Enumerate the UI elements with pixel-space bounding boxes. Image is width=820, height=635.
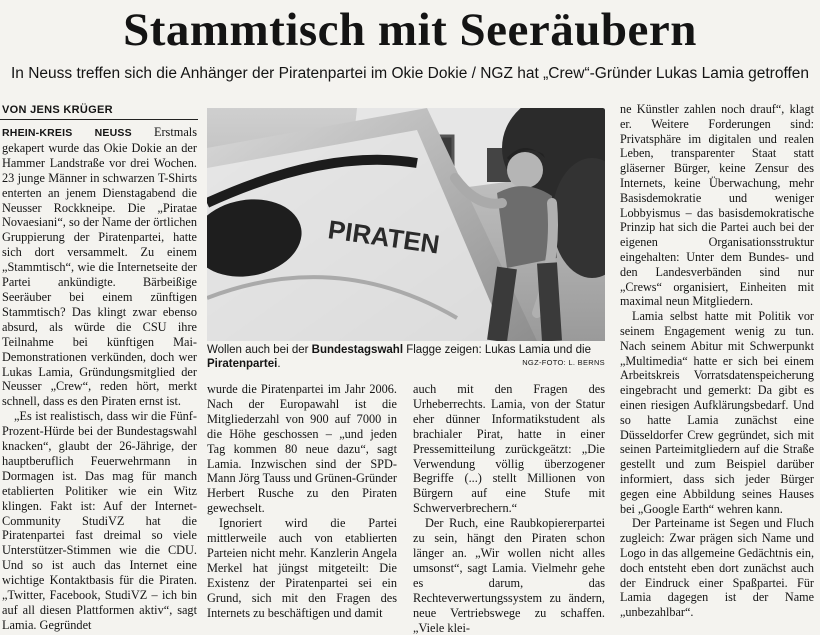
paragraph: wurde die Piratenpartei im Jahr 2006. Nach der Europawahl ist die Mitgliederzahl von 900 auf 7000 in die Höhe geschossen – „und jeden Tag kommen 80 neue dazu“, sagt Lamia. Inzwischen sind der SPD-Mann Jörg Tauss und Grünen-Gründer Herbert Rusche zu den Piraten gewechselt.	[207, 382, 397, 516]
paragraph: auch mit den Fragen des Urheberrechts. Lamia, von der Statur eher dünner Informatikstudent als brachialer Pirat, hatte in einer Pressemitteilung zurückgeätzt: „Die Verwendung völlig überzogener Begriffe (...) stellt Millionen von Bürgern auf eine Stufe mit Schwerverbrechern.“	[413, 382, 605, 516]
article-column-4	[620, 102, 814, 620]
paragraph-text: Erstmals gekapert wurde das Okie Dokie an der Hammer Landstraße vor drei Wochen. 23 junge Männer in schwarzen T-Shirts enterten an jenem Dienstagabend die Neusser Rockkneipe. Die „Piratae Novaesiani“, so der Name der örtlichen Gruppierung der Piratenpartei, hatte sich dort versammelt. Zu einem „Stammtisch“, wie die Internetseite der Partei ankündigte. Bärbeißige Seeräuber bei einem zünftigen Stammtisch? Das klingt zwar ebenso absurd, als würde die CSU ihre Teilnahme bei künftigen Mai-Demonstrationen verkünden, doch wer Lukas Lamia, Gründungsmitglied der Neusser „Crew“, reden hört, merkt schnell, dass es den Piraten ernst ist.	[2, 125, 197, 409]
paragraph: Lamia selbst hatte mit Politik vor seinem Engagement wenig zu tun. Nach seinem Abitur mit Schwerpunkt „Multimedia“ hatte er sich bei einem Arbeitskreis Vorratsdatenspeicherung eingebracht und gemerkt: Da gibt es einen riesigen Aufklärungsbedarf. Und so hatte Lamia zunächst eine Düsseldorfer Crew gegründet, sich mit seinen Parteimitgliedern auf die Straße gestellt und zum Beispiel darüber informiert, dass sich jeder Bürger gegen eine Abbildung seines Hauses bei „Google Earth“ wehren kann.	[620, 309, 814, 516]
paragraph: Der Ruch, eine Raubkopiererpartei zu sein, hängt den Piraten schon länger an. „Wir wollen nicht alles umsonst“, sagt Lamia. Vielmehr gehe es darum, das Rechteverwertungssystem zu ändern, neue Vertriebswege zu schaffen. „Viele klei-	[413, 516, 605, 635]
dateline: RHEIN-KREIS NEUSS	[2, 127, 132, 139]
photo-sign-text: PIRATEN	[326, 214, 442, 260]
caption-bold: Bundestagswahl	[311, 344, 404, 356]
caption-bold: Piratenpartei	[207, 357, 278, 370]
photo-image	[207, 108, 605, 341]
article-column-1	[2, 125, 197, 633]
paragraph: „Es ist realistisch, dass wir die Fünf-Prozent-Hürde bei der Bundestagswahl knacken“, glaubt der 26-Jährige, der hauptberuflich Feuerwehrmann in Dormagen ist. Das mag für manch etablierten Politiker wie ein Witz klingen. Fakt ist: Auf der Internet-Community StudiVZ hat die Piratenpartei fast dreimal so viele Unterstützer-Stimmen wie die CDU. Und so ist auch das Internet eine wichtige Kontaktbasis für die Piraten. „Twitter, Facebook, StudiVZ – ich bin auf all diesen Plattformen aktiv“, sagt Lamia. Gegründet	[2, 409, 197, 632]
caption-text: .	[277, 357, 281, 370]
article-column-2	[207, 382, 397, 621]
article-column-3	[413, 382, 605, 635]
paragraph: Der Parteiname ist Segen und Fluch zugleich: Zwar prägen sich Name und Logo in das allgemeine Gedächtnis ein, doch entsteht eben dort zunächst auch der Eindruck einer Spaßpartei. Für Lamia dagegen ist der Name „unbezahlbar“.	[620, 516, 814, 620]
paragraph: Ignoriert wird die Partei mittlerweile auch von etablierten Parteien nicht mehr. Kanzlerin Angela Merkel hat jüngst mitgeteilt: Die Existenz der Piratenpartei sei ein Grund, sich mit den Fragen des Internets zu beschäftigen und damit	[207, 516, 397, 620]
photo-credit: NGZ-FOTO: L. BERNS	[522, 358, 605, 367]
headline: Stammtisch mit Seeräubern	[123, 4, 697, 56]
subheadline: In Neuss treffen sich die Anhänger der Piratenpartei im Okie Dokie / NGZ hat „Crew“-Gründer Lukas Lamia getroffen	[10, 65, 810, 82]
byline-rule	[0, 119, 198, 120]
paragraph	[2, 125, 197, 409]
article-photo	[207, 108, 605, 341]
caption-text: Wollen auch bei der	[207, 344, 312, 356]
paragraph: ne Künstler zahlen noch drauf“, klagt er. Weitere Forderungen sind: Privatsphäre im digitalen und realen Leben, transparenter Staat statt gläserner Bürger, keine Zensur des Internets, keine Überwachung, mehr Basisdemokratie und weniger Lobbyismus – das basisdemokratische Prinzip hat sich die Partei auch bei der eigenen Organisationsstruktur eingehalten: Unter dem Bundes- und den Landesverbänden sind nur „Crews“ organisiert, Einheiten mit maximal neun Mitgliedern.	[620, 102, 814, 309]
byline: VON JENS KRÜGER	[2, 104, 113, 116]
caption-text: Flagge zeigen: Lukas Lamia und die	[403, 344, 591, 356]
